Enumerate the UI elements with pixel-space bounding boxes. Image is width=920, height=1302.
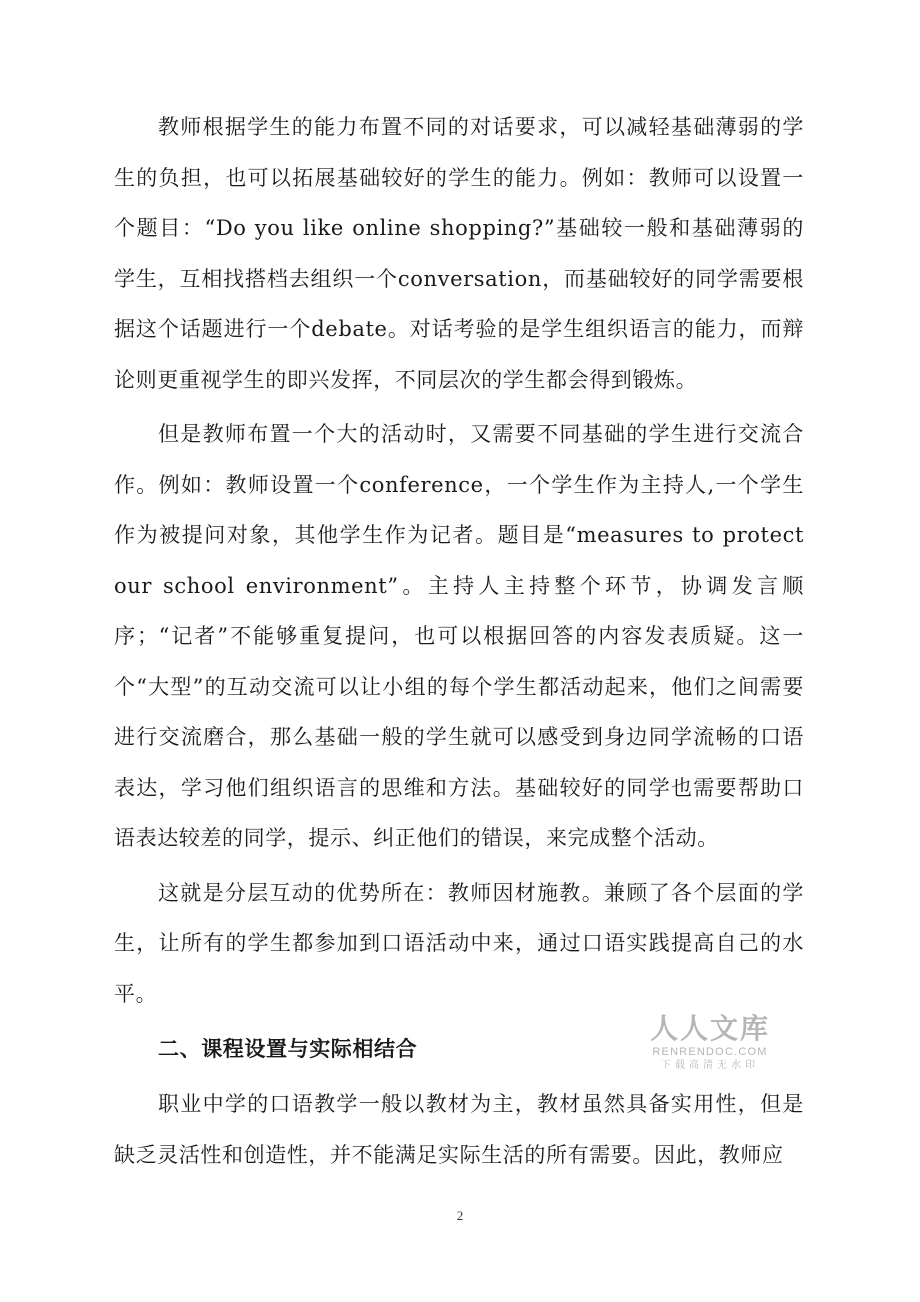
watermark-domain: RENRENDOC.COM [652, 1046, 768, 1058]
watermark-title: 人人文库 [649, 1012, 770, 1045]
section-heading: 二、课程设置与实际相结合 [158, 1036, 418, 1061]
paragraph-conference-activity: 但是教师布置一个大的活动时，又需要不同基础的学生进行交流合作。例如：教师设置一个conference，一个学生作为主持人,一个学生作为被提问对象，其他学生作为记者。题目是“measures to protect our school environment”。主持人主持整个环节，协调发言顺序；“记者”不能够重复提问，也可以根据回答的内容发表质疑。这一个“大型”的互动交流可以让小组的每个学生都活动起来，他们之间需要进行交流磨合，那么基础一般的学生就可以感受到身边同学流畅的口语表达，学习他们组织语言的思维和方法。基础较好的同学也需要帮助口语表达较差的同学，提示、纠正他们的错误，来完成整个活动。 [114, 422, 804, 850]
watermark-tagline: 下载高清无水印 [661, 1060, 759, 1071]
paragraph-curriculum-intro: 职业中学的口语教学一般以教材为主，教材虽然具备实用性，但是缺乏灵活性和创造性，并不能满足实际生活的所有需要。因此，教师应 [114, 1092, 804, 1167]
paragraph-layered-dialogue: 教师根据学生的能力布置不同的对话要求，可以减轻基础薄弱的学生的负担，也可以拓展基础较好的学生的能力。例如：教师可以设置一个题目：“Do you like online shopping?”基础较一般和基础薄弱的学生，互相找搭档去组织一个conversation，而基础较好的同学需要根据这个话题进行一个debate。对话考验的是学生组织语言的能力，而辩论则更重视学生的即兴发挥，不同层次的学生都会得到锻炼。 [114, 115, 804, 392]
page-number: 2 [456, 1208, 464, 1223]
paragraph-layered-advantage: 这就是分层互动的优势所在：教师因材施教。兼顾了各个层面的学生，让所有的学生都参加到口语活动中来，通过口语实践提高自己的水平。 [114, 880, 804, 1006]
watermark-logo [644, 1013, 776, 1072]
